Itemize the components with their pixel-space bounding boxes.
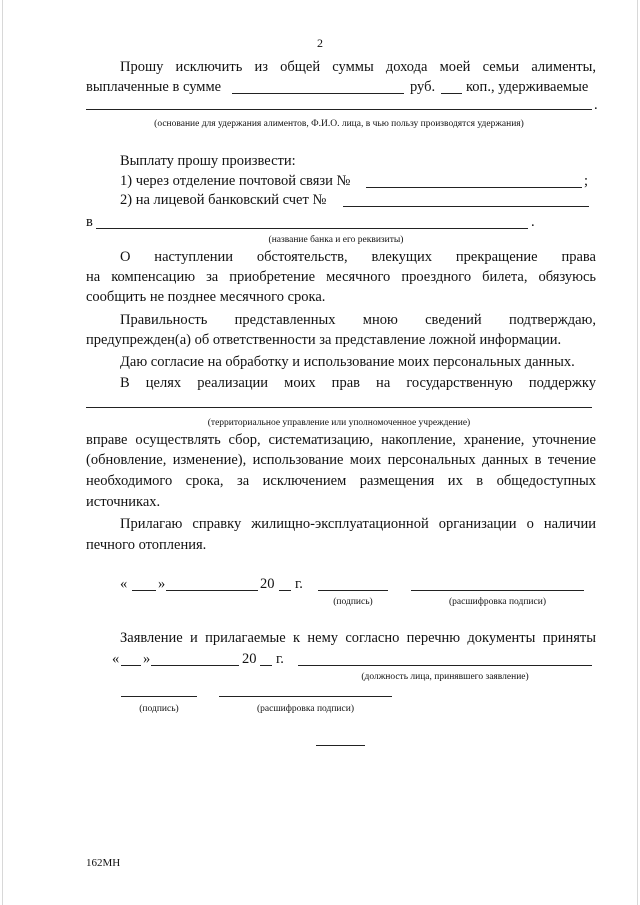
- acc-day-line: [121, 665, 141, 666]
- alimony-rub-label: руб.: [410, 79, 436, 95]
- bank-caption: (название банка и его реквизиты): [268, 235, 404, 245]
- official-name-line: [219, 696, 392, 697]
- official-position-line: [298, 665, 592, 666]
- alimony-request-line-1: Прошу исключить из общей суммы дохода моей семьи алименты,: [120, 59, 596, 75]
- date-year-prefix: 20: [260, 576, 275, 592]
- payment-option-bank: 2) на лицевой банковский счет №: [120, 192, 327, 208]
- consent-line: Даю согласие на обработку и использование моих персональных данных.: [120, 354, 575, 370]
- applicant-name-line: [411, 590, 584, 591]
- official-position-caption: (должность лица, принявшего заявление): [361, 672, 529, 682]
- end-separator: [316, 745, 365, 746]
- amount-kop-line: [441, 93, 462, 94]
- data-processing-line-4: источниках.: [86, 494, 161, 510]
- basis-line: [86, 109, 592, 110]
- date-year-suffix: г.: [295, 576, 303, 592]
- confirmation-line-1: Правильность представленных мною сведений подтверждаю,: [120, 312, 596, 328]
- institution-line: [86, 407, 592, 408]
- acc-month-line: [151, 665, 239, 666]
- data-processing-line-3: необходимого срока, за исключением размещения их в общедоступных: [86, 473, 596, 489]
- confirmation-line-2: предупрежден(а) об ответственности за представление ложной информации.: [86, 332, 562, 348]
- official-name-caption: (расшифровка подписи): [257, 704, 354, 714]
- payment-option-post: 1) через отделение почтовой связи №: [120, 173, 351, 189]
- bank-account-line: [343, 206, 589, 207]
- bank-prefix: в: [86, 214, 93, 230]
- scan-edge-left: [2, 0, 3, 905]
- date-quote-open: «: [120, 576, 128, 592]
- applicant-signature-line: [318, 590, 388, 591]
- institution-caption: (территориальное управление или уполномоченное учреждение): [207, 418, 471, 428]
- payment-heading: Выплату прошу произвести:: [120, 153, 296, 169]
- bank-period: .: [531, 214, 535, 230]
- attachment-line-1: Прилагаю справку жилищно-эксплуатационной организации о наличии: [120, 516, 596, 532]
- basis-period: .: [594, 97, 598, 113]
- date-day-line: [132, 590, 156, 591]
- official-signature-caption: (подпись): [139, 704, 179, 714]
- data-processing-line-1: вправе осуществлять сбор, систематизацию, накопление, хранение, уточнение: [86, 432, 596, 448]
- data-processing-line-2: (обновление, изменение), использование моих персональных данных в течение: [86, 452, 596, 468]
- acc-year-prefix: 20: [242, 651, 257, 667]
- acc-quote-open: «: [112, 651, 120, 667]
- acceptance-line: Заявление и прилагаемые к нему согласно перечню документы приняты: [120, 630, 596, 646]
- acc-year-suffix: г.: [276, 651, 284, 667]
- official-signature-line: [121, 696, 197, 697]
- applicant-signature-caption: (подпись): [333, 597, 373, 607]
- post-office-line: [366, 187, 582, 188]
- date-quote-close: »: [158, 576, 166, 592]
- alimony-line-2b: коп., удерживаемые: [466, 79, 589, 95]
- bank-name-line: [96, 228, 528, 229]
- applicant-name-caption: (расшифровка подписи): [449, 597, 546, 607]
- circumstances-line-3: сообщить не позднее месячного срока.: [86, 289, 326, 305]
- basis-caption: (основание для удержания алиментов, Ф.И.О. лица, в чью пользу производятся удержания): [154, 119, 524, 129]
- acc-year-line: [260, 665, 272, 666]
- circumstances-line-1: О наступлении обстоятельств, влекущих прекращение права: [120, 249, 596, 265]
- amount-rub-line: [232, 93, 404, 94]
- attachment-line-2: печного отопления.: [86, 537, 207, 553]
- scan-edge-right: [637, 0, 638, 905]
- document-code: 162МН: [86, 857, 121, 869]
- support-line-1: В целях реализации моих прав на государственную поддержку: [120, 375, 596, 391]
- circumstances-line-2: на компенсацию за приобретение месячного проездного билета, обязуюсь: [86, 269, 596, 285]
- acc-quote-close: »: [143, 651, 151, 667]
- date-month-line: [166, 590, 258, 591]
- alimony-request-line-2a: выплаченные в сумме: [86, 79, 222, 95]
- date-year-line: [279, 590, 291, 591]
- post-office-end: ;: [584, 173, 589, 189]
- page-number: 2: [317, 36, 323, 50]
